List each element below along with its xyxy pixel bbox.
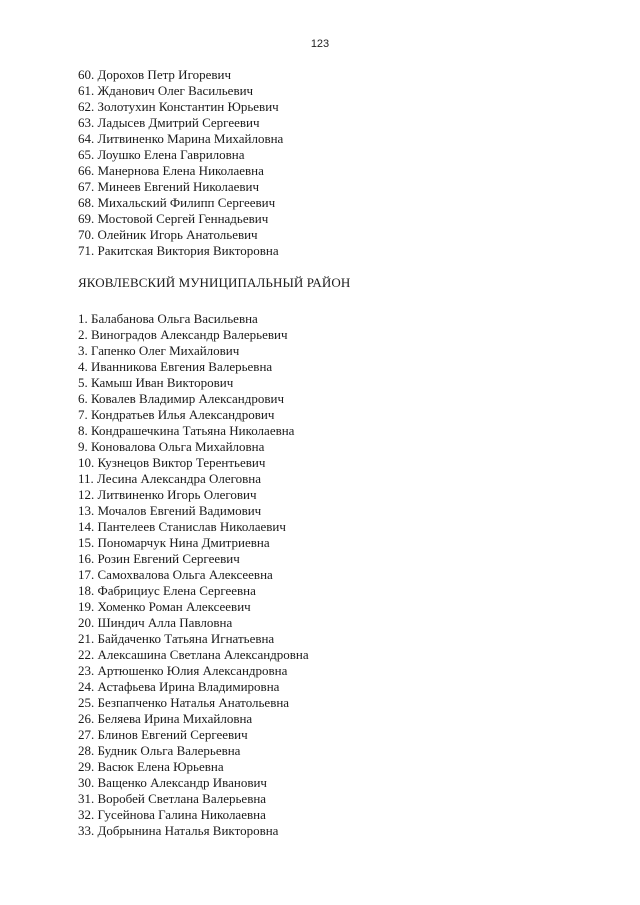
list-item: 69. Мостовой Сергей Геннадьевич <box>78 211 269 226</box>
list-item: 66. Манернова Елена Николаевна <box>78 163 264 178</box>
list-item: 4. Иванникова Евгения Валерьевна <box>78 359 273 374</box>
list-item: 30. Ващенко Александр Иванович <box>78 775 267 790</box>
list-item: 65. Лоушко Елена Гавриловна <box>78 147 245 162</box>
list-item: 5. Камыш Иван Викторович <box>78 375 234 390</box>
list-item: 17. Самохвалова Ольга Алексеевна <box>78 567 273 582</box>
list-item: 60. Дорохов Петр Игоревич <box>78 67 231 82</box>
list-item: 26. Беляева Ирина Михайловна <box>78 711 253 726</box>
list-item: 15. Пономарчук Нина Дмитриевна <box>78 535 270 550</box>
list-item: 19. Хоменко Роман Алексеевич <box>78 599 251 614</box>
member-list-previous-district <box>78 67 283 259</box>
list-item: 67. Минеев Евгений Николаевич <box>78 179 260 194</box>
list-item: 28. Будник Ольга Валерьевна <box>78 743 241 758</box>
list-item: 11. Лесина Александра Олеговна <box>78 471 261 486</box>
list-item: 68. Михальский Филипп Сергеевич <box>78 195 276 210</box>
list-item: 9. Коновалова Ольга Михайловна <box>78 439 265 454</box>
page-number: 123 <box>310 38 330 50</box>
list-item: 13. Мочалов Евгений Вадимович <box>78 503 262 518</box>
list-item: 8. Кондрашечкина Татьяна Николаевна <box>78 423 295 438</box>
list-item: 32. Гусейнова Галина Николаевна <box>78 807 266 822</box>
list-item: 29. Васюк Елена Юрьевна <box>78 759 224 774</box>
list-item: 27. Блинов Евгений Сергеевич <box>78 727 248 742</box>
list-item: 61. Жданович Олег Васильевич <box>78 83 254 98</box>
member-list-yakovlevsky-district <box>78 311 309 839</box>
list-item: 24. Астафьева Ирина Владимировна <box>78 679 280 694</box>
list-item: 22. Алексашина Светлана Александровна <box>78 647 309 662</box>
list-item: 7. Кондратьев Илья Александрович <box>78 407 275 422</box>
list-item: 70. Олейник Игорь Анатольевич <box>78 227 258 242</box>
list-item: 16. Розин Евгений Сергеевич <box>78 551 240 566</box>
list-item: 21. Байдаченко Татьяна Игнатьевна <box>78 631 275 646</box>
list-item: 31. Воробей Светлана Валерьевна <box>78 791 267 806</box>
list-item: 6. Ковалев Владимир Александрович <box>78 391 284 406</box>
list-item: 1. Балабанова Ольга Васильевна <box>78 311 258 326</box>
list-item: 10. Кузнецов Виктор Терентьевич <box>78 455 266 470</box>
list-item: 64. Литвиненко Марина Михайловна <box>78 131 284 146</box>
list-item: 71. Ракитская Виктория Викторовна <box>78 243 279 258</box>
list-item: 33. Добрынина Наталья Викторовна <box>78 823 279 838</box>
list-item: 20. Шиндич Алла Павловна <box>78 615 233 630</box>
list-item: 2. Виноградов Александр Валерьевич <box>78 327 288 342</box>
list-item: 62. Золотухин Константин Юрьевич <box>78 99 279 114</box>
list-item: 18. Фабрициус Елена Сергеевна <box>78 583 256 598</box>
list-item: 63. Ладысев Дмитрий Сергеевич <box>78 115 260 130</box>
list-item: 23. Артюшенко Юлия Александровна <box>78 663 288 678</box>
list-item: 25. Безпапченко Наталья Анатольевна <box>78 695 290 710</box>
list-item: 12. Литвиненко Игорь Олегович <box>78 487 257 502</box>
section-heading-yakovlevsky-district: ЯКОВЛЕВСКИЙ МУНИЦИПАЛЬНЫЙ РАЙОН <box>78 275 351 290</box>
list-item: 14. Пантелеев Станислав Николаевич <box>78 519 286 534</box>
list-item: 3. Гапенко Олег Михайлович <box>78 343 240 358</box>
